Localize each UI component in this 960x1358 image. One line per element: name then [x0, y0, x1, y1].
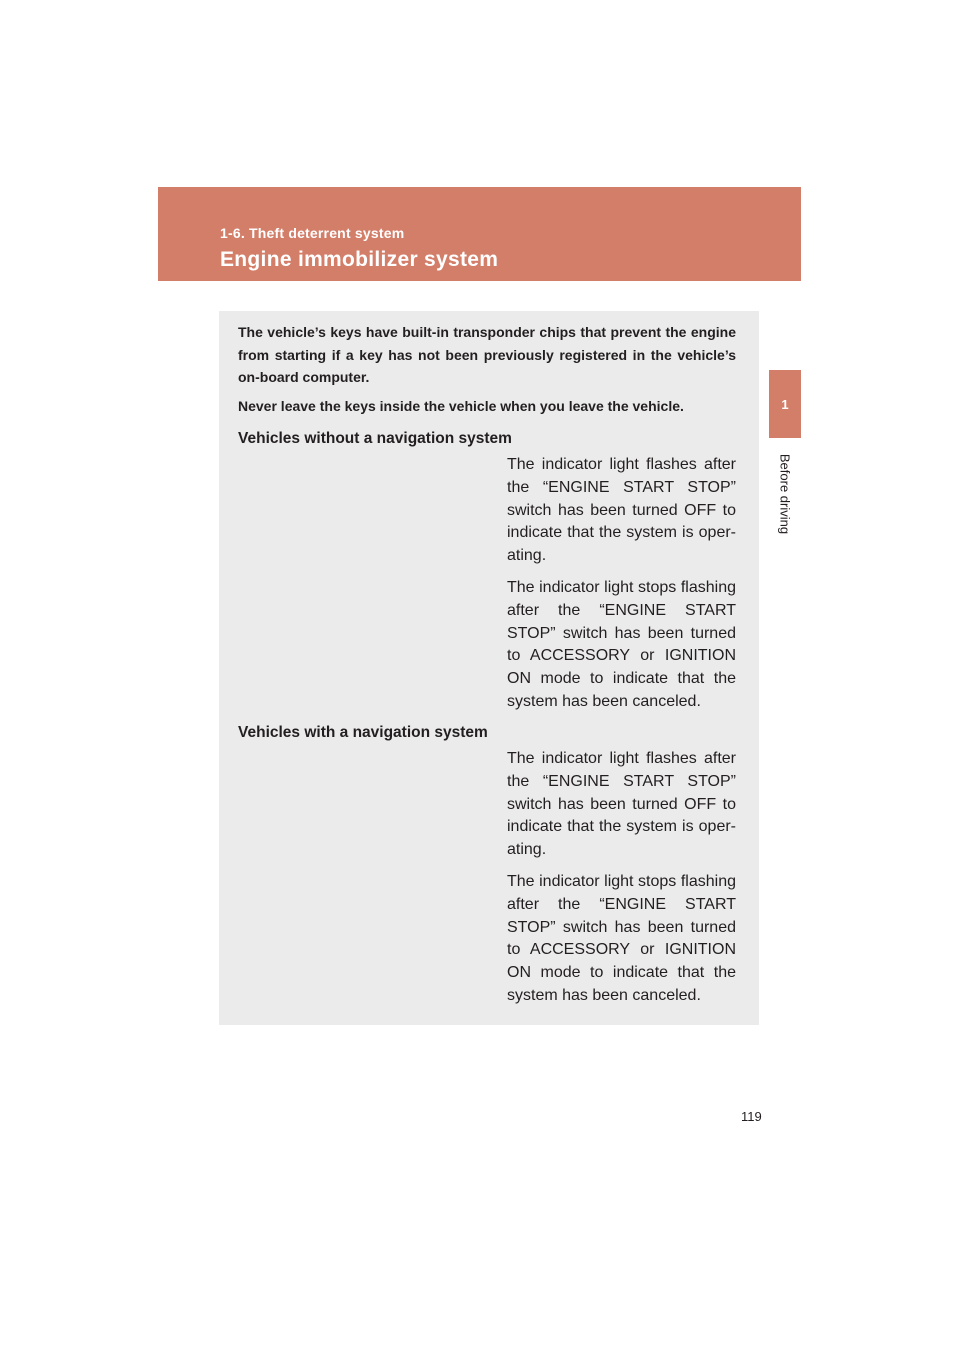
content-panel — [219, 311, 759, 1025]
intro-paragraph: The vehicle’s keys have built-in transponder chips that prevent the engine from starting if a key has not been previously registered in the vehicle’s on-board computer. — [238, 324, 736, 385]
page-title: Engine immobilizer system — [220, 248, 499, 271]
chapter-title: Before driving — [777, 453, 793, 535]
paragraph-without-nav-flash: The indicator light flashes after the “ENGINE START STOP” switch has been turned OFF to indicate that the system is oper-ating. — [507, 456, 736, 565]
paragraph-with-nav-stop: The indicator light stops flashing after the “ENGINE START STOP” switch has been turned to ACCESSORY or IGNITION ON mode to indicate that the system has been canceled. — [507, 873, 736, 1004]
header-band — [158, 187, 801, 281]
section-heading-without-nav: Vehicles without a navigation system — [238, 430, 512, 447]
intro-warning: Never leave the keys inside the vehicle when you leave the vehicle. — [238, 398, 684, 414]
paragraph-without-nav-stop: The indicator light stops flashing after the “ENGINE START STOP” switch has been turned to ACCESSORY or IGNITION ON mode to indicate that the system has been canceled. — [507, 579, 736, 710]
chapter-number: 1 — [781, 396, 789, 412]
section-heading-with-nav: Vehicles with a navigation system — [238, 724, 488, 741]
paragraph-with-nav-flash: The indicator light flashes after the “ENGINE START STOP” switch has been turned OFF to indicate that the system is oper-ating. — [507, 750, 736, 859]
chapter-tab[interactable] — [769, 370, 801, 438]
page-number: 119 — [741, 1109, 762, 1124]
section-label: 1-6. Theft deterrent system — [220, 225, 405, 241]
